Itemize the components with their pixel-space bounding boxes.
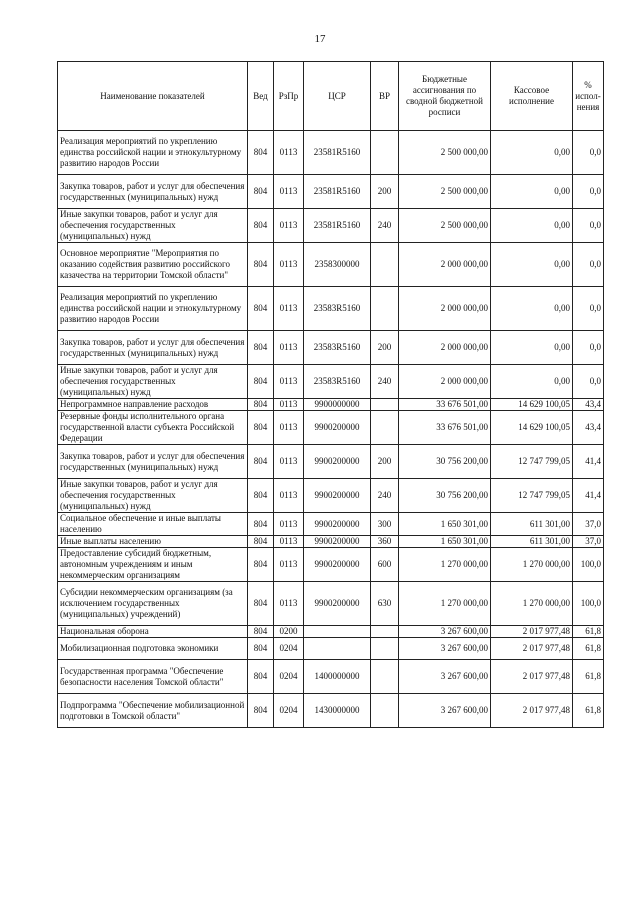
row-vr [371,399,399,411]
row-csr: 9900200000 [304,582,371,626]
table-row [58,445,604,479]
row-pct: 61,8 [573,660,604,694]
row-cash: 0,00 [491,365,573,399]
row-vr: 200 [371,175,399,209]
row-ved: 804 [248,365,274,399]
row-pct: 0,0 [573,331,604,365]
row-cash: 1 270 000,00 [491,582,573,626]
header-vr: ВР [371,62,399,131]
row-name: Иные выплаты населению [58,536,248,548]
table-row [58,175,604,209]
row-csr: 23583R5160 [304,365,371,399]
row-budget: 1 270 000,00 [399,582,491,626]
row-rzpr: 0113 [274,243,304,287]
row-rzpr: 0113 [274,513,304,536]
row-ved: 804 [248,399,274,411]
row-csr [304,638,371,660]
row-cash: 611 301,00 [491,536,573,548]
row-name: Субсидии некоммерческим организациям (за исключением государственных (муниципальных) учреждений) [58,582,248,626]
row-vr [371,660,399,694]
table-row [58,331,604,365]
row-pct: 61,8 [573,638,604,660]
row-csr: 23581R5160 [304,175,371,209]
row-vr: 240 [371,365,399,399]
row-rzpr: 0113 [274,365,304,399]
header-budget: Бюджетные ассигнования по сводной бюджетной росписи [399,62,491,131]
page-number: 17 [314,33,326,45]
row-ved: 804 [248,536,274,548]
row-cash: 0,00 [491,243,573,287]
row-vr: 200 [371,331,399,365]
row-ved: 804 [248,548,274,582]
row-budget: 2 000 000,00 [399,331,491,365]
row-cash: 611 301,00 [491,513,573,536]
row-budget: 33 676 501,00 [399,411,491,445]
table-row [58,479,604,513]
row-csr: 23581R5160 [304,209,371,243]
row-budget: 30 756 200,00 [399,479,491,513]
row-pct: 100,0 [573,548,604,582]
row-name: Иные закупки товаров, работ и услуг для обеспечения государственных (муниципальных) нужд [58,365,248,399]
row-ved: 804 [248,660,274,694]
row-budget: 3 267 600,00 [399,638,491,660]
row-budget: 2 500 000,00 [399,131,491,175]
table-row [58,638,604,660]
row-name: Иные закупки товаров, работ и услуг для обеспечения государственных (муниципальных) нужд [58,209,248,243]
row-rzpr: 0204 [274,694,304,728]
row-ved: 804 [248,243,274,287]
row-budget: 2 000 000,00 [399,287,491,331]
row-csr: 23583R5160 [304,331,371,365]
row-pct: 100,0 [573,582,604,626]
row-csr: 23581R5160 [304,131,371,175]
row-pct: 37,0 [573,536,604,548]
row-ved: 804 [248,479,274,513]
table-row [58,660,604,694]
row-rzpr: 0113 [274,582,304,626]
table-row [58,287,604,331]
row-name: Государственная программа "Обеспечение безопасности населения Томской области" [58,660,248,694]
row-vr [371,626,399,638]
row-rzpr: 0113 [274,548,304,582]
row-pct: 61,8 [573,694,604,728]
row-vr [371,411,399,445]
row-budget: 1 270 000,00 [399,548,491,582]
row-csr [304,626,371,638]
row-vr [371,287,399,331]
header-rzpr: РзПр [274,62,304,131]
row-budget: 2 000 000,00 [399,243,491,287]
row-cash: 0,00 [491,287,573,331]
row-pct: 0,0 [573,365,604,399]
row-name: Социальное обеспечение и иные выплаты населению [58,513,248,536]
row-rzpr: 0113 [274,131,304,175]
row-vr [371,131,399,175]
row-budget: 2 000 000,00 [399,365,491,399]
row-budget: 1 650 301,00 [399,536,491,548]
row-ved: 804 [248,331,274,365]
row-vr: 360 [371,536,399,548]
row-cash: 2 017 977,48 [491,694,573,728]
row-cash: 0,00 [491,331,573,365]
row-ved: 804 [248,209,274,243]
row-vr: 200 [371,445,399,479]
row-cash: 1 270 000,00 [491,548,573,582]
table-row [58,399,604,411]
header-csr: ЦСР [304,62,371,131]
row-name: Закупка товаров, работ и услуг для обеспечения государственных (муниципальных) нужд [58,175,248,209]
table-row [58,694,604,728]
row-pct: 43,4 [573,399,604,411]
table-row [58,626,604,638]
row-vr: 240 [371,209,399,243]
row-vr: 240 [371,479,399,513]
row-pct: 41,4 [573,445,604,479]
row-name: Предоставление субсидий бюджетным, автономным учреждениям и иным некоммерческим организациям [58,548,248,582]
row-cash: 0,00 [491,131,573,175]
table-row [58,209,604,243]
row-rzpr: 0113 [274,479,304,513]
row-csr: 9900200000 [304,411,371,445]
row-pct: 41,4 [573,479,604,513]
row-ved: 804 [248,445,274,479]
row-name: Основное мероприятие "Мероприятия по оказанию содействия развитию российского казачества на территории Томской области" [58,243,248,287]
row-vr: 300 [371,513,399,536]
row-cash: 12 747 799,05 [491,445,573,479]
row-rzpr: 0113 [274,399,304,411]
row-cash: 12 747 799,05 [491,479,573,513]
row-name: Национальная оборона [58,626,248,638]
row-budget: 2 500 000,00 [399,175,491,209]
row-rzpr: 0113 [274,536,304,548]
table-row [58,365,604,399]
table-row [58,411,604,445]
row-cash: 14 629 100,05 [491,399,573,411]
row-name: Закупка товаров, работ и услуг для обеспечения государственных (муниципальных) нужд [58,331,248,365]
row-csr: 9900200000 [304,548,371,582]
row-pct: 0,0 [573,209,604,243]
row-budget: 3 267 600,00 [399,660,491,694]
row-pct: 0,0 [573,243,604,287]
row-csr: 2358300000 [304,243,371,287]
row-rzpr: 0113 [274,411,304,445]
row-pct: 0,0 [573,287,604,331]
row-budget: 3 267 600,00 [399,694,491,728]
row-ved: 804 [248,582,274,626]
row-name: Реализация мероприятий по укреплению единства российской нации и этнокультурному развитию народов России [58,131,248,175]
row-vr [371,243,399,287]
row-cash: 2 017 977,48 [491,626,573,638]
table-header-row [58,62,604,131]
row-pct: 0,0 [573,175,604,209]
table-row [58,548,604,582]
row-rzpr: 0113 [274,175,304,209]
row-rzpr: 0113 [274,209,304,243]
row-name: Закупка товаров, работ и услуг для обеспечения государственных (муниципальных) нужд [58,445,248,479]
table-row [58,243,604,287]
table-row [58,513,604,536]
table-row [58,582,604,626]
row-name: Резервные фонды исполнительного органа государственной власти субъекта Российской Федерации [58,411,248,445]
row-vr: 630 [371,582,399,626]
row-csr: 1430000000 [304,694,371,728]
header-name: Наименование показателей [58,62,248,131]
row-rzpr: 0200 [274,626,304,638]
row-cash: 14 629 100,05 [491,411,573,445]
row-pct: 37,0 [573,513,604,536]
row-csr: 23583R5160 [304,287,371,331]
row-rzpr: 0113 [274,445,304,479]
row-name: Мобилизационная подготовка экономики [58,638,248,660]
row-rzpr: 0204 [274,638,304,660]
table-row [58,536,604,548]
row-pct: 61,8 [573,626,604,638]
row-pct: 43,4 [573,411,604,445]
row-ved: 804 [248,287,274,331]
row-csr: 9900200000 [304,513,371,536]
header-pct: % испол-нения [573,62,604,131]
row-budget: 30 756 200,00 [399,445,491,479]
row-vr: 600 [371,548,399,582]
row-vr [371,694,399,728]
budget-execution-table [57,61,604,728]
row-rzpr: 0113 [274,287,304,331]
row-rzpr: 0113 [274,331,304,365]
row-cash: 2 017 977,48 [491,660,573,694]
row-csr: 9900000000 [304,399,371,411]
row-budget: 3 267 600,00 [399,626,491,638]
row-csr: 1400000000 [304,660,371,694]
row-name: Иные закупки товаров, работ и услуг для обеспечения государственных (муниципальных) нужд [58,479,248,513]
row-cash: 0,00 [491,175,573,209]
row-name: Подпрограмма "Обеспечение мобилизационной подготовки в Томской области" [58,694,248,728]
row-budget: 33 676 501,00 [399,399,491,411]
row-cash: 2 017 977,48 [491,638,573,660]
row-ved: 804 [248,411,274,445]
row-cash: 0,00 [491,209,573,243]
row-csr: 9900200000 [304,445,371,479]
row-ved: 804 [248,626,274,638]
row-name: Реализация мероприятий по укреплению единства российской нации и этнокультурному развитию народов России [58,287,248,331]
row-ved: 804 [248,175,274,209]
row-pct: 0,0 [573,131,604,175]
row-csr: 9900200000 [304,536,371,548]
row-ved: 804 [248,638,274,660]
row-csr: 9900200000 [304,479,371,513]
row-ved: 804 [248,513,274,536]
table-row [58,131,604,175]
row-budget: 1 650 301,00 [399,513,491,536]
row-rzpr: 0204 [274,660,304,694]
row-vr [371,638,399,660]
header-cash: Кассовое исполнение [491,62,573,131]
row-name: Непрограммное направление расходов [58,399,248,411]
row-ved: 804 [248,131,274,175]
header-ved: Вед [248,62,274,131]
row-ved: 804 [248,694,274,728]
row-budget: 2 500 000,00 [399,209,491,243]
